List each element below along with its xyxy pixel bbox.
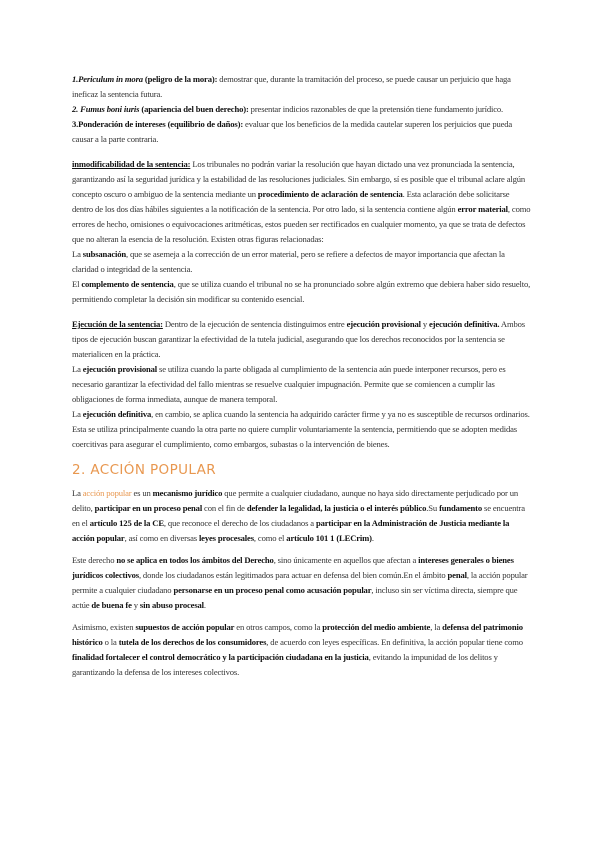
bold-term: ejecución definitiva	[82, 409, 152, 419]
bold-term: sin abuso procesal	[139, 600, 204, 610]
text: La	[72, 249, 83, 259]
bold-term: personarse en un proceso penal como acusación popular	[173, 585, 372, 595]
text: .Su	[426, 503, 440, 513]
bold-term: tutela de los derechos de los consumidores	[118, 637, 267, 647]
highlight-term: acción popular	[82, 488, 132, 498]
text: Asimismo, existen	[72, 622, 136, 632]
subsanacion-paragraph	[72, 247, 532, 277]
ejecucion-provisional-paragraph	[72, 362, 532, 407]
section-heading: 2. ACCIÓN POPULAR	[72, 462, 217, 478]
text: que permite a cualquier ciudadano, aunque no haya sido directamente perjudicado por un delito,	[72, 488, 519, 513]
text: La	[72, 364, 83, 374]
bold-term: ejecución definitiva.	[429, 319, 500, 329]
bold-term: defensa del patrimonio histórico	[72, 622, 523, 647]
text: o la	[102, 637, 119, 647]
text: , que reconoce el derecho de los ciudadanos a	[163, 518, 316, 528]
ponderacion-text: evaluar que los beneficios de la medida cautelar superen los perjuicios que pueda causar a la parte contraria.	[72, 119, 513, 144]
ejecucion-paragraph	[72, 317, 532, 362]
text: , como errores de hecho, omisiones o equivocaciones aritméticas, estos pueden ser rectificados en cualquier momento, ya que se trata de defectos que no alteran la esencia de la resolución. Existen otras figuras relacionadas:	[72, 204, 531, 244]
text: Ambos tipos de ejecución buscan garantizar la efectividad de la tutela judicial, asegurando que los derechos reconocidos por la sentencia se materialicen en la práctica.	[72, 319, 525, 359]
text: , evitando la impunidad de los delitos y garantizando la defensa de los intereses colectivos.	[72, 652, 498, 677]
periculum-text: demostrar que, durante la tramitación del proceso, se puede causar un perjuicio que haga ineficaz la sentencia futura.	[72, 74, 511, 99]
text: , así como en diversas	[124, 533, 199, 543]
bold-term: no se aplica en todos los ámbitos del Derecho	[116, 555, 274, 565]
bold-term: fundamento	[439, 503, 482, 513]
bold-term: artículo 125 de la CE	[89, 518, 164, 528]
bold-term: error material	[457, 204, 508, 214]
text: El	[72, 279, 82, 289]
bold-term: mecanismo jurídico	[152, 488, 223, 498]
bold-term: de buena fe	[91, 600, 132, 610]
text: , la acción popular permite a cualquier ciudadano	[72, 570, 528, 595]
bold-term: ejecución provisional	[346, 319, 421, 329]
bold-term: protección del medio ambiente	[322, 622, 431, 632]
text: y	[420, 319, 429, 329]
text: , que se asemeja a la corrección de un error material, pero se refiere a defectos de mayor importancia que afectan la claridad o integridad de la sentencia.	[72, 249, 505, 274]
ejecucion-definitiva-paragraph	[72, 407, 532, 452]
text: , incluso sin ser víctima directa, siempre que actúe	[72, 585, 518, 610]
inmodificabilidad-paragraph	[72, 157, 532, 247]
bold-term: ejecución provisional	[82, 364, 158, 374]
text: y	[131, 600, 140, 610]
requisito-ponderacion	[72, 117, 532, 147]
bold-term: procedimiento de aclaración de sentencia	[257, 189, 403, 199]
text: , donde los ciudadanos están legitimados para actuar en defensa del bien común.En el ámbito	[138, 570, 448, 580]
bold-term: participar en la Administración de Justicia mediante la acción popular	[72, 518, 510, 543]
bold-term: complemento de sentencia	[81, 279, 174, 289]
bold-term: leyes procesales	[198, 533, 254, 543]
text: . Esta aclaración debe solicitarse dentro de los dos días hábiles siguientes a la notificación de la sentencia. Por otro lado, si la sentencia contiene algún	[72, 189, 510, 214]
accion-popular-paragraph	[72, 486, 532, 546]
inmodificabilidad-title: inmodificabilidad de la sentencia:	[72, 159, 191, 169]
text: se utiliza cuando la parte obligada al cumplimiento de la sentencia aún puede interponer recursos, pero es necesario garantizar la efectividad del fallo mientras se resuelve cualquier impugnación. Permite que se comiencen a cumplir las obligaciones de forma inmediata, aunque de manera temporal.	[72, 364, 506, 404]
bold-term: subsanación	[82, 249, 127, 259]
text: es un	[131, 488, 153, 498]
bold-term: artículo 101 1 (LECrim)	[286, 533, 372, 543]
bold-term: participar en un proceso penal	[94, 503, 203, 513]
text: La	[72, 409, 83, 419]
text: en otros campos, como la	[234, 622, 323, 632]
text: La	[72, 488, 83, 498]
bold-term: supuestos de acción popular	[135, 622, 235, 632]
supuestos-paragraph	[72, 620, 532, 680]
text: , la	[430, 622, 443, 632]
requisito-fumus	[72, 102, 532, 117]
text: Dentro de la ejecución de sentencia distinguimos entre	[162, 319, 347, 329]
complemento-paragraph	[72, 277, 532, 307]
fumus-term: 2. Fumus boni iuris	[72, 104, 140, 114]
text: .	[203, 600, 206, 610]
text: , en cambio, se aplica cuando la sentencia ha adquirido carácter firme y ya no es susceptible de recursos ordinarios. Esta se utiliza principalmente cuando la otra parte no quiere cumplir voluntariamente la sentencia, permitiendo que se adopten medidas coercitivas para asegurar el cumplimiento, como embargos, subastas o la intervención de bienes.	[72, 409, 530, 449]
periculum-subtitle: (peligro de la mora):	[142, 74, 218, 84]
text: , como el	[253, 533, 287, 543]
text: , que se utiliza cuando el tribunal no se ha pronunciado sobre algún extremo que debiera haber sido resuelto, permitiendo completar la decisión sin modificar su contenido esencial.	[72, 279, 531, 304]
fumus-subtitle: (apariencia del buen derecho):	[139, 104, 249, 114]
ambitos-paragraph	[72, 553, 532, 613]
bold-term: intereses generales o bienes jurídicos colectivos	[72, 555, 514, 580]
fumus-text: presentar indicios razonables de que la pretensión tiene fundamento jurídico.	[248, 104, 504, 114]
requisito-periculum	[72, 72, 532, 102]
text: se encuentra en el	[72, 503, 525, 528]
document-page	[72, 72, 532, 680]
text: Los tribunales no podrán variar la resolución que hayan dictado una vez pronunciada la sentencia, garantizando así la seguridad jurídica y la estabilidad de las resoluciones judiciales. Sin embargo, sí es posible que el tribunal aclare algún concepto oscuro o ambiguo de la sentencia mediante un	[72, 159, 526, 199]
periculum-term: 1.Periculum in mora	[72, 74, 143, 84]
ejecucion-title: Ejecución de la sentencia:	[72, 319, 163, 329]
bold-term: defender la legalidad, la justicia o el interés público	[246, 503, 427, 513]
ponderacion-term: 3.Ponderación de intereses (equilibrio de daños):	[72, 119, 244, 129]
text: , sino únicamente en aquellos que afectan a	[273, 555, 419, 565]
text: .	[371, 533, 374, 543]
bold-term: penal	[447, 570, 467, 580]
bold-term: finalidad fortalecer el control democrático y la participación ciudadana en la justicia	[72, 652, 369, 662]
text: con el fin de	[202, 503, 247, 513]
text: , de acuerdo con leyes específicas. En definitiva, la acción popular tiene como	[266, 637, 523, 647]
text: Este derecho	[72, 555, 117, 565]
